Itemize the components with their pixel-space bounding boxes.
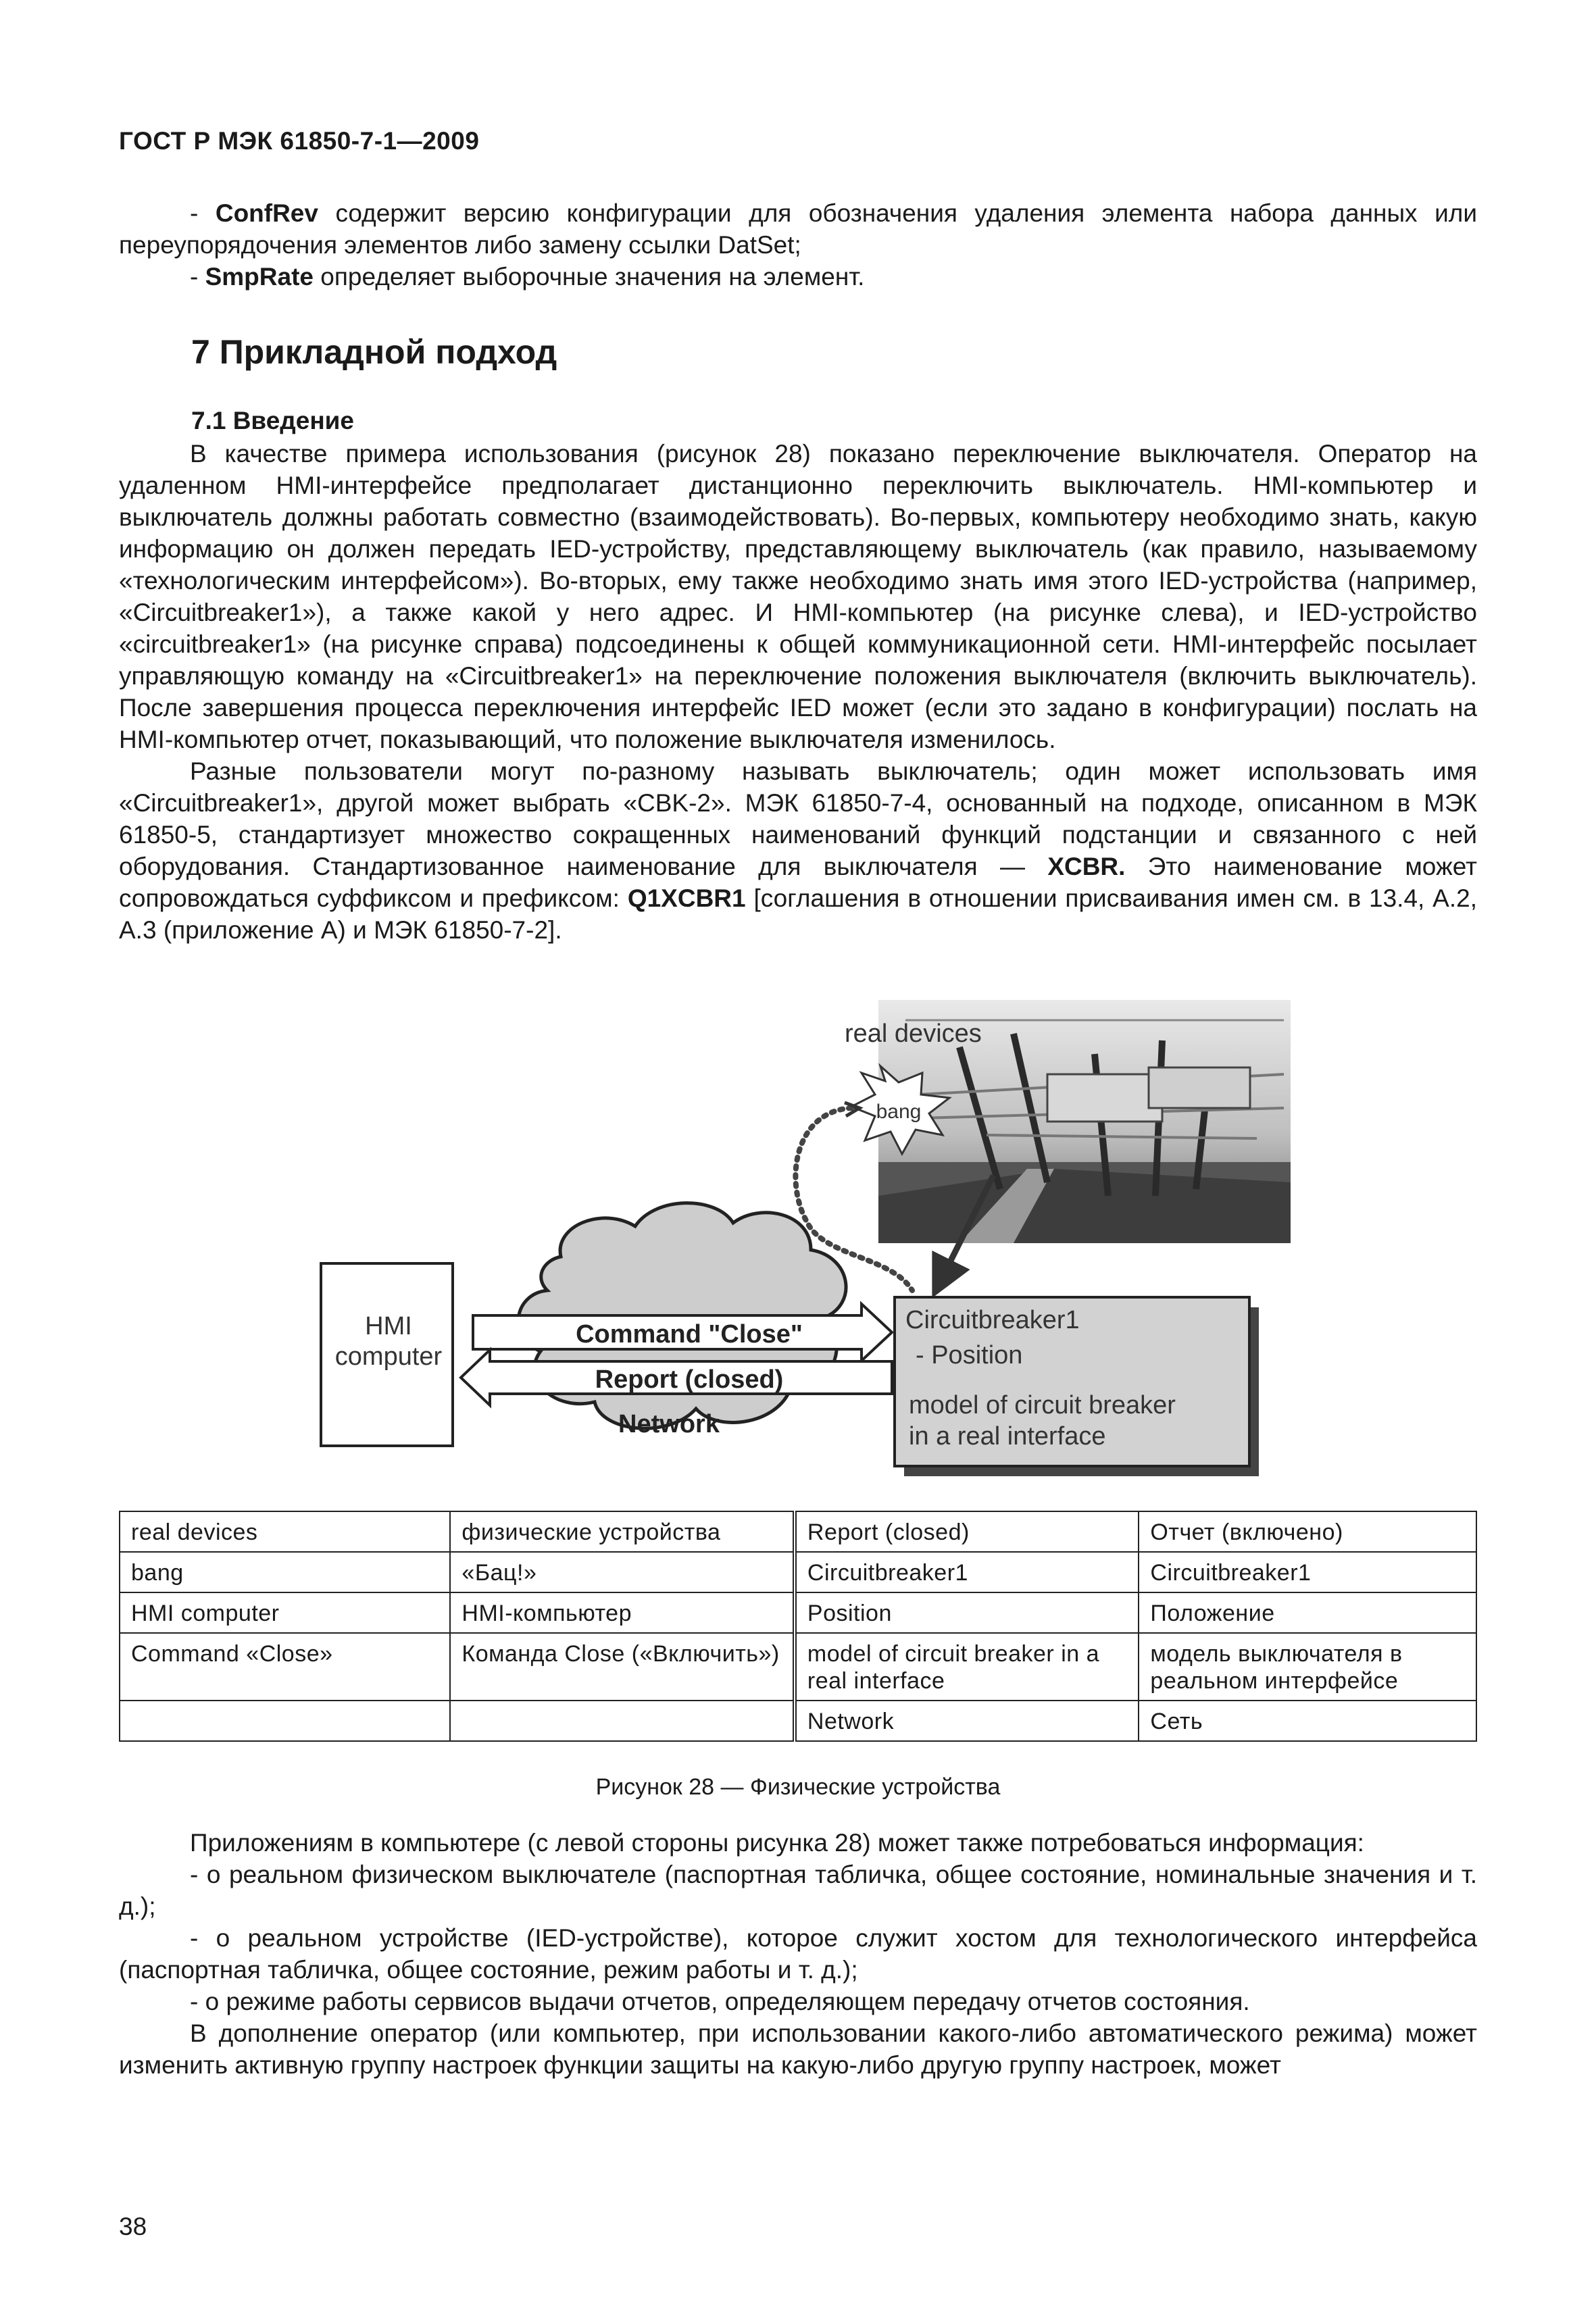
- body-p2-start: Разные пользователи могут по-разному называть выключатель; один может использовать имя «Circuitbreaker1», другой может выбрать «CBK-2». МЭК 61850-7-4, основанный на подходе, описанном в МЭК 61850-5, стандартизует множество сокращенных наименований функций подстанции и связанного с ней оборудования. Стандартизованное наименование для выключателя —: [119, 757, 1477, 880]
- body-p2-end: [соглашения в отношении присваивания имен см. в 13.4, А.2, А.3 (приложение А) и МЭК 61850-7-2].: [119, 884, 1477, 944]
- confrev-item: - ConfRev содержит версию конфигурации для обозначения удаления элемента набора данных или переупорядочения элементов либо замену ссылки DatSet;: [119, 199, 1477, 259]
- real-devices-label: real devices: [845, 1020, 982, 1048]
- table-cell: Сеть: [1139, 1701, 1476, 1741]
- table-row: [120, 1701, 1476, 1741]
- table-cell: физические устройства: [450, 1511, 794, 1552]
- report-label: Report (closed): [595, 1365, 784, 1394]
- table-cell: Circuitbreaker1: [795, 1552, 1139, 1592]
- body-block: [119, 438, 1477, 946]
- confrev-text: содержит версию конфигурации для обозначения удаления элемента набора данных или переупорядочения элементов либо замену ссылки DatSet;: [119, 199, 1477, 259]
- table-cell: HMI-компьютер: [450, 1592, 794, 1633]
- cb-name-label: Circuitbreaker1: [905, 1306, 1080, 1334]
- intro-block: [119, 197, 1477, 293]
- circuitbreaker-box: [895, 1297, 1259, 1476]
- command-label: Command "Close": [576, 1320, 803, 1349]
- figure-caption: Рисунок 28 — Физические устройства: [595, 1774, 1001, 1800]
- figure-28-diagram: [311, 993, 1297, 1493]
- page-number: 38: [119, 2213, 147, 2240]
- table-cell: Network: [795, 1701, 1139, 1741]
- q1xcbr1-term: Q1XCBR1: [627, 884, 746, 912]
- table-cell: HMI computer: [120, 1592, 450, 1633]
- after-block: [119, 1827, 1477, 2081]
- translation-table: [119, 1511, 1477, 1742]
- body-paragraph-2: [119, 755, 1477, 946]
- bang-label: bang: [876, 1101, 922, 1123]
- after-paragraph-3: - о реальном устройстве (IED-устройстве), которое служит хостом для технологического интерфейса (паспортная табличка, общее состояние, режим работы и т. д.);: [119, 1924, 1477, 1984]
- smprate-text: определяет выборочные значения на элемент.: [314, 263, 865, 291]
- table-cell: [450, 1701, 794, 1741]
- body-paragraph-1: В качестве примера использования (рисунок 28) показано переключение выключателя. Оператор на удаленном HMI-интерфейсе предполагает дистанционно переключить выключатель. HMI-компьютер и выключатель должны работать совместно (взаимодействовать). Во-первых, компьютеру необходимо знать, какую информацию он должен передать IED-устройству, представляющему выключатель (как правило, называемому «технологическим интерфейсом»). Во-вторых, ему также необходимо знать имя этого IED-устройства (например, «Circuitbreaker1»), а также какой у него адрес. И HMI-компьютер (на рисунке слева), и IED-устройство «circuitbreaker1» (на рисунке справа) подсоединены к общей коммуникационной сети. HMI-интерфейс посылает управляющую команду на «Circuitbreaker1» на переключение положения выключателя (включить выключатель). После завершения процесса переключения интерфейс IED может (если это задано в конфигурации) послать на HMI-компьютер отчет, показывающий, что положение выключателя изменилось.: [119, 440, 1477, 753]
- hmi-label-line2: computer: [334, 1342, 443, 1371]
- confrev-term: ConfRev: [215, 199, 318, 227]
- hmi-label-line1: HMI: [365, 1312, 412, 1340]
- after-paragraph-5: В дополнение оператор (или компьютер, при использовании какого-либо автоматического режима) может изменить активную группу настроек функции защиты на какую-либо другую группу настроек, может: [119, 2019, 1477, 2079]
- network-label: Network: [618, 1410, 720, 1438]
- page-header: ГОСТ Р МЭК 61850-7-1—2009: [119, 127, 480, 155]
- table-cell: Отчет (включено): [1139, 1511, 1476, 1552]
- table-cell: Команда Close («Включить»): [450, 1633, 794, 1701]
- after-paragraph-1: Приложениям в компьютере (с левой стороны рисунка 28) может также потребоваться информация:: [190, 1829, 1364, 1857]
- body-p2-mid: Это наименование может сопровождаться суффиксом и префиксом:: [119, 853, 1477, 912]
- table-cell: «Бац!»: [450, 1552, 794, 1592]
- table-row: [120, 1633, 1476, 1701]
- table-cell: real devices: [120, 1511, 450, 1552]
- table-cell: Положение: [1139, 1592, 1476, 1633]
- table-cell: Position: [795, 1592, 1139, 1633]
- table-cell: model of circuit breaker in a real interface: [795, 1633, 1139, 1701]
- cb-position-label: - Position: [916, 1341, 1023, 1369]
- smprate-item: - SmpRate определяет выборочные значения на элемент.: [190, 263, 865, 291]
- cb-model-line2: in a real interface: [909, 1422, 1106, 1451]
- cb-model-line1: model of circuit breaker: [909, 1391, 1176, 1419]
- section-title: 7 Прикладной подход: [191, 333, 557, 371]
- table-row: [120, 1511, 1476, 1552]
- table-cell: Command «Close»: [120, 1633, 450, 1701]
- table-row: [120, 1552, 1476, 1592]
- hmi-computer-box: [321, 1263, 453, 1446]
- after-paragraph-4: - о режиме работы сервисов выдачи отчетов, определяющем передачу отчетов состояния.: [190, 1988, 1250, 2015]
- table-cell: [120, 1701, 450, 1741]
- after-paragraph-2: - о реальном физическом выключателе (паспортная табличка, общее состояние, номинальные значения и т. д.);: [119, 1861, 1477, 1920]
- xcbr-term: XCBR.: [1047, 853, 1126, 880]
- table-row: [120, 1592, 1476, 1633]
- table-cell: Report (closed): [795, 1511, 1139, 1552]
- smprate-term: SmpRate: [205, 263, 314, 291]
- table-cell: модель выключателя в реальном интерфейсе: [1139, 1633, 1476, 1701]
- table-cell: bang: [120, 1552, 450, 1592]
- subsection-title: 7.1 Введение: [191, 407, 355, 434]
- table-cell: Circuitbreaker1: [1139, 1552, 1476, 1592]
